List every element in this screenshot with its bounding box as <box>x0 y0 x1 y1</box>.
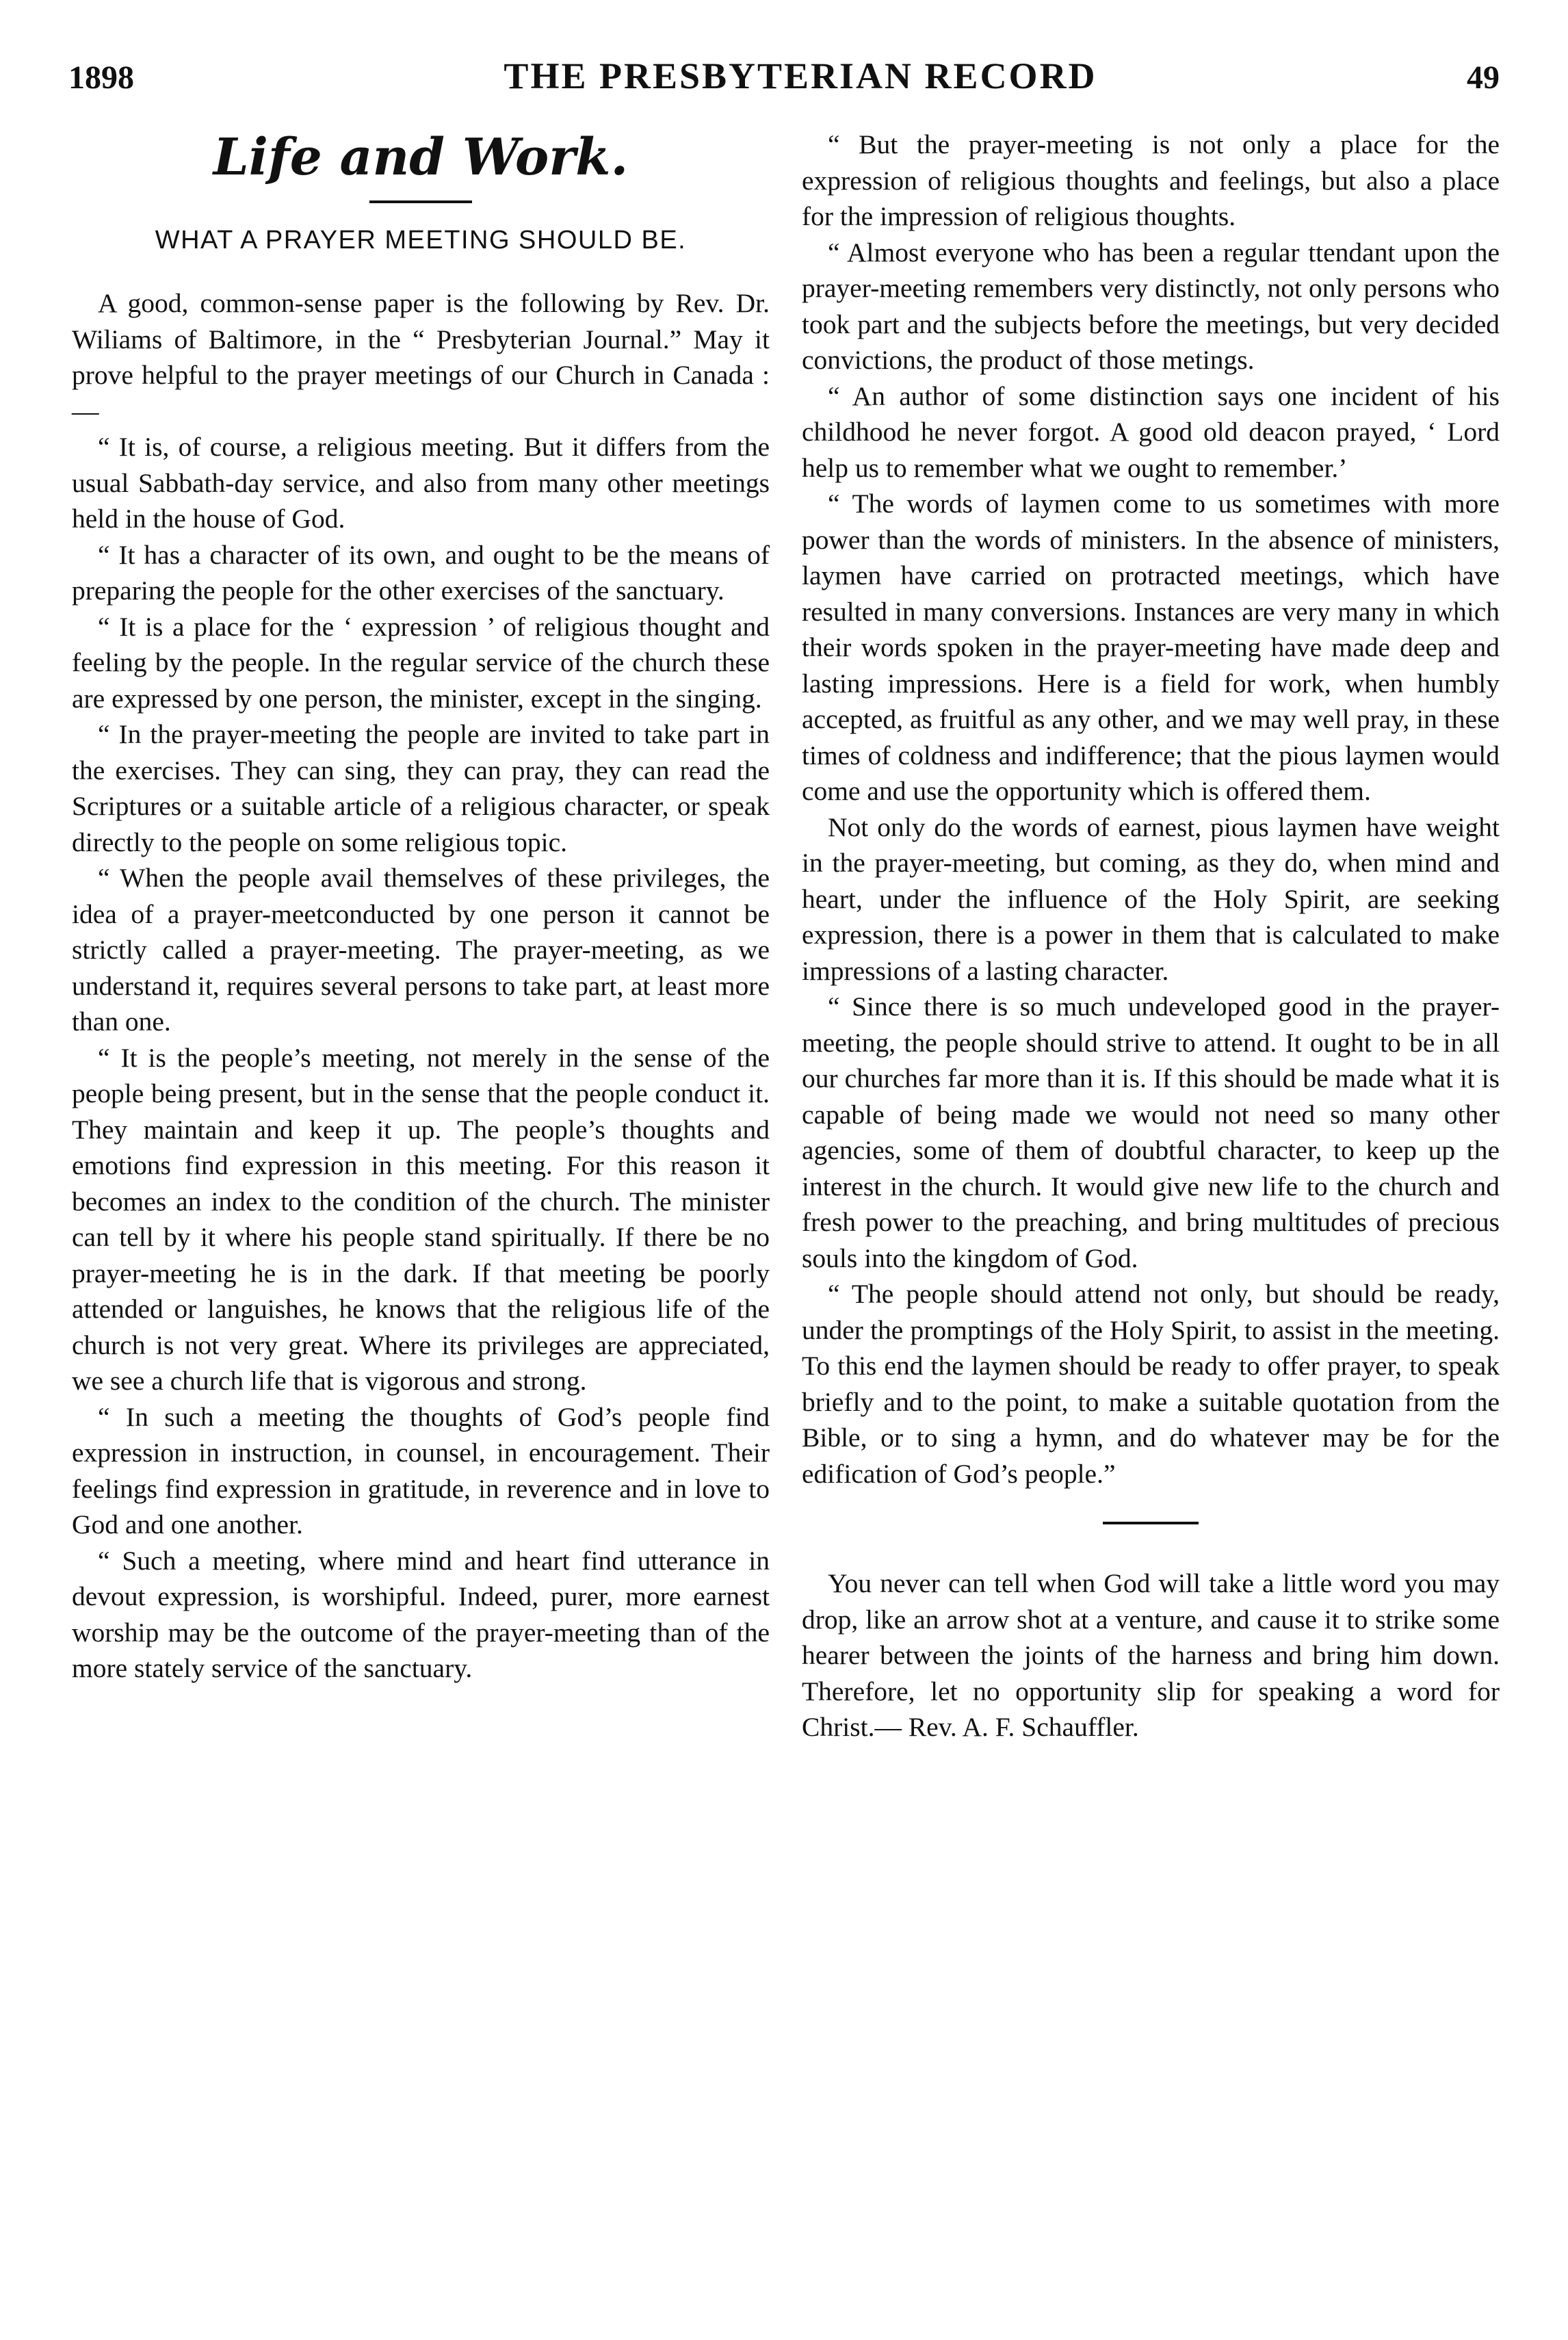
paragraph: “ In such a meeting the thoughts of God’s people find expression in instruction, in counsel, in encouragement. Their feelings find expression in gratitude, in reverence and in love to God and one another. <box>72 1401 770 1539</box>
paragraph: “ An author of some distinction says one incident of his childhood he never forgot. A good old deacon prayed, ‘ Lord help us to remember what we ought to remember.’ <box>802 380 1500 483</box>
paragraph: “ It has a character of its own, and ought to be the means of preparing the people for the other exercises of the sanctuary. <box>72 539 770 606</box>
title-rule <box>369 200 472 203</box>
closing-note <box>802 1565 1500 1745</box>
header-year: 1898 <box>68 60 134 96</box>
paragraph: “ It is the people’s meeting, not merely in the sense of the people being present, but in the sense that the people conduct it. They maintain and keep it up. The people’s thoughts and emotions find expression in this meeting. For this reason it becomes an index to the condition of the church. The minister can tell by it where his people stand spiritually. If there be no prayer-meeting he is in the dark. If that meeting be poorly attended or languishes, he knows that the religious life of the church is not very great. Where its privileges are appreciated, we see a church life that is vigorous and strong. <box>72 1042 770 1396</box>
paragraph: A good, common-sense paper is the following by Rev. Dr. Wiliams of Baltimore, in the “ Presbyterian Journal.” May it prove helpful to the prayer meetings of our Church in Canada :— <box>72 288 770 426</box>
paragraph: “ It is, of course, a religious meeting. But it differs from the usual Sabbath-day service, and also from many other meetings held in the house of God. <box>72 432 770 534</box>
separator-rule <box>1103 1522 1199 1524</box>
page-number: 49 <box>1466 60 1500 96</box>
header-title: THE PRESBYTERIAN RECORD <box>504 55 1097 96</box>
paragraph: “ But the prayer-meeting is not only a place for the expression of religious thoughts and feelings, but also a place for the impression of religious thoughts. <box>802 129 1500 231</box>
paragraph: “ Almost everyone who has been a regular ttendant upon the prayer-meeting remembers very distinctly, not only persons who took part and the subjects before the meetings, but very decided convictions, the product of those metings. <box>802 237 1500 375</box>
running-head <box>68 55 1500 109</box>
paragraph: “ In the prayer-meeting the people are invited to take part in the exercises. They can sing, they can pray, they can read the Scriptures or a suitable article of a religious character, or speak directly to the people on some religious topic. <box>72 719 770 857</box>
section-title: Life and Work. <box>213 128 629 187</box>
paragraph: “ Such a meeting, where mind and heart find utterance in devout expression, is worshipful. Indeed, purer, more earnest worship may be the outcome of the prayer-meeting than of the more stately service of the sanctuary. <box>72 1545 770 1683</box>
closing-paragraph: You never can tell when God will take a little word you may drop, like an arrow shot at a venture, and cause it to strike some hearer between the joints of the harness and bring him down. Therefore, let no opportunity slip for speaking a word for Christ.— Rev. A. F. Schauffler. <box>802 1568 1500 1742</box>
paragraph: “ Since there is so much undeveloped good in the prayer-meeting, the people should strive to attend. It ought to be in all our churches far more than it is. If this should be made what it is capable of being made we would not need so many other agencies, some of them of doubtful character, to keep up the interest in the church. It would give new life to the church and fresh power to the preaching, and bring multitudes of precious souls into the kingdom of God. <box>802 991 1500 1273</box>
article-subtitle: WHAT A PRAYER MEETING SHOULD BE. <box>155 226 687 255</box>
paragraph: “ The people should attend not only, but should be ready, under the promptings of the Holy Spirit, to assist in the meeting. To this end the laymen should be ready to offer prayer, to speak briefly and to the point, to make a suitable quotation from the Bible, or to sing a hymn, and do whatever may be for the edification of God’s people.” <box>802 1279 1500 1489</box>
left-column <box>72 127 770 1687</box>
paragraph: “ It is a place for the ‘ expression ’ of religious thought and feeling by the people. In the regular service of the church these are expressed by one person, the minister, except in the singing. <box>72 611 770 714</box>
paragraph: “ When the people avail themselves of these privileges, the idea of a prayer-meetconducted by one person it cannot be strictly called a prayer-meeting. The prayer-meeting, as we understand it, requires several persons to take part, at least more than one. <box>72 863 770 1037</box>
right-column <box>802 127 1500 1745</box>
paragraph: Not only do the words of earnest, pious laymen have weight in the prayer-meeting, but coming, as they do, when mind and heart, under the influence of the Holy Spirit, are seeking expression, there is a power in them that is calculated to make impressions of a lasting character. <box>802 811 1500 986</box>
paragraph: “ The words of laymen come to us sometimes with more power than the words of ministers. In the absence of ministers, laymen have carried on protracted meetings, which have resulted in many conversions. Instances are very many in which their words spoken in the prayer-meeting have made deep and lasting impressions. Here is a field for work, when humbly accepted, as fruitful as any other, and we may well pray, in these times of coldness and indifference; that the pious laymen would come and use the opportunity which is offered them. <box>802 489 1500 806</box>
